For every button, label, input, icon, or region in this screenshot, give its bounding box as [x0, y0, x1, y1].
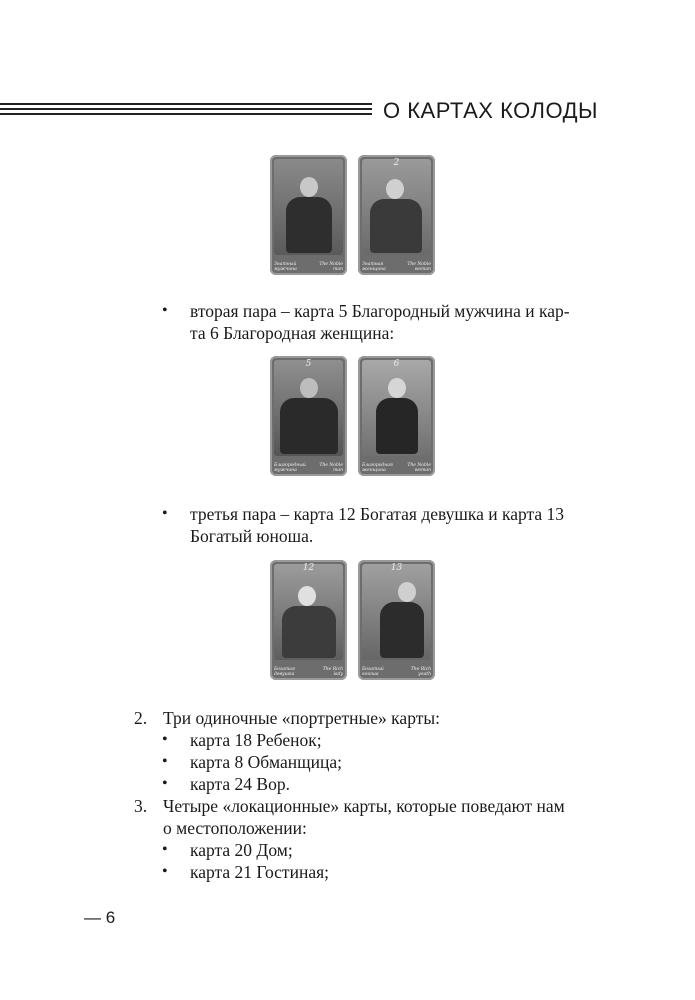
- card-caption-en: The Noble man: [319, 262, 343, 272]
- card-noble-woman: [358, 155, 435, 275]
- card-noble-man: [270, 155, 347, 275]
- card-caption-ru: Знатный мужчина: [274, 262, 297, 272]
- card-13-rich-youth: [358, 560, 435, 680]
- card-caption-en: The Noble woman: [407, 463, 431, 473]
- card-caption-en: The Rich youth: [410, 667, 431, 677]
- list-item-2-bullet-3: карта 24 Вор.: [190, 774, 290, 794]
- card-caption-ru: Богатая девушка: [274, 667, 295, 677]
- card-12-rich-lady: [270, 560, 347, 680]
- bullet-marker: •: [162, 505, 168, 522]
- card-6-noble-woman: [358, 356, 435, 476]
- bullet-second-pair-line1: вторая пара – карта 5 Благородный мужчина и кар-: [190, 301, 570, 321]
- card-caption-en: The Rich lady: [322, 667, 343, 677]
- page-number: — 6: [84, 908, 116, 927]
- bullet-second-pair-line2: та 6 Благородная женщина:: [190, 323, 395, 343]
- bullet-marker: •: [162, 863, 168, 880]
- list-item-3-bullet-1: карта 20 Дом;: [190, 840, 293, 860]
- card-pair-3: [270, 560, 435, 680]
- bullet-third-pair-line2: Богатый юноша.: [190, 526, 314, 546]
- card-pair-1: [270, 155, 435, 275]
- list-item-3-line2: о местоположении:: [163, 818, 307, 838]
- list-item-2-bullet-2: карта 8 Обманщица;: [190, 752, 342, 772]
- list-item-3-line1: Четыре «локационные» карты, которые поведают нам: [163, 796, 565, 816]
- card-number: 5: [305, 359, 312, 369]
- section-title: О КАРТАХ КОЛОДЫ: [383, 98, 598, 123]
- card-caption-ru: Знатная женщина: [362, 262, 386, 272]
- card-caption-en: The Noble man: [319, 463, 343, 473]
- card-pair-2: [270, 356, 435, 476]
- card-caption-ru: Благородная женщина: [362, 463, 393, 473]
- card-number: 2: [393, 158, 400, 168]
- bullet-marker: •: [162, 775, 168, 792]
- bullet-marker: •: [162, 731, 168, 748]
- list-item-2-text: Три одиночные «портретные» карты:: [163, 708, 440, 728]
- card-number: 12: [302, 563, 315, 573]
- header-rule: [0, 103, 372, 117]
- card-number: 13: [390, 563, 403, 573]
- bullet-marker: •: [162, 841, 168, 858]
- card-caption-en: The Noble woman: [407, 262, 431, 272]
- bullet-marker: •: [162, 753, 168, 770]
- list-number-2: 2.: [134, 708, 148, 728]
- card-number: 6: [393, 359, 400, 369]
- bullet-third-pair-line1: третья пара – карта 12 Богатая девушка и карта 13: [190, 504, 565, 524]
- list-number-3: 3.: [134, 796, 148, 816]
- card-caption-ru: Богатый юноша: [362, 667, 384, 677]
- card-5-noble-man: [270, 356, 347, 476]
- bullet-marker: •: [162, 302, 168, 319]
- list-item-3-bullet-2: карта 21 Гостиная;: [190, 862, 329, 882]
- card-caption-ru: Благородный мужчина: [274, 463, 306, 473]
- list-item-2-bullet-1: карта 18 Ребенок;: [190, 730, 322, 750]
